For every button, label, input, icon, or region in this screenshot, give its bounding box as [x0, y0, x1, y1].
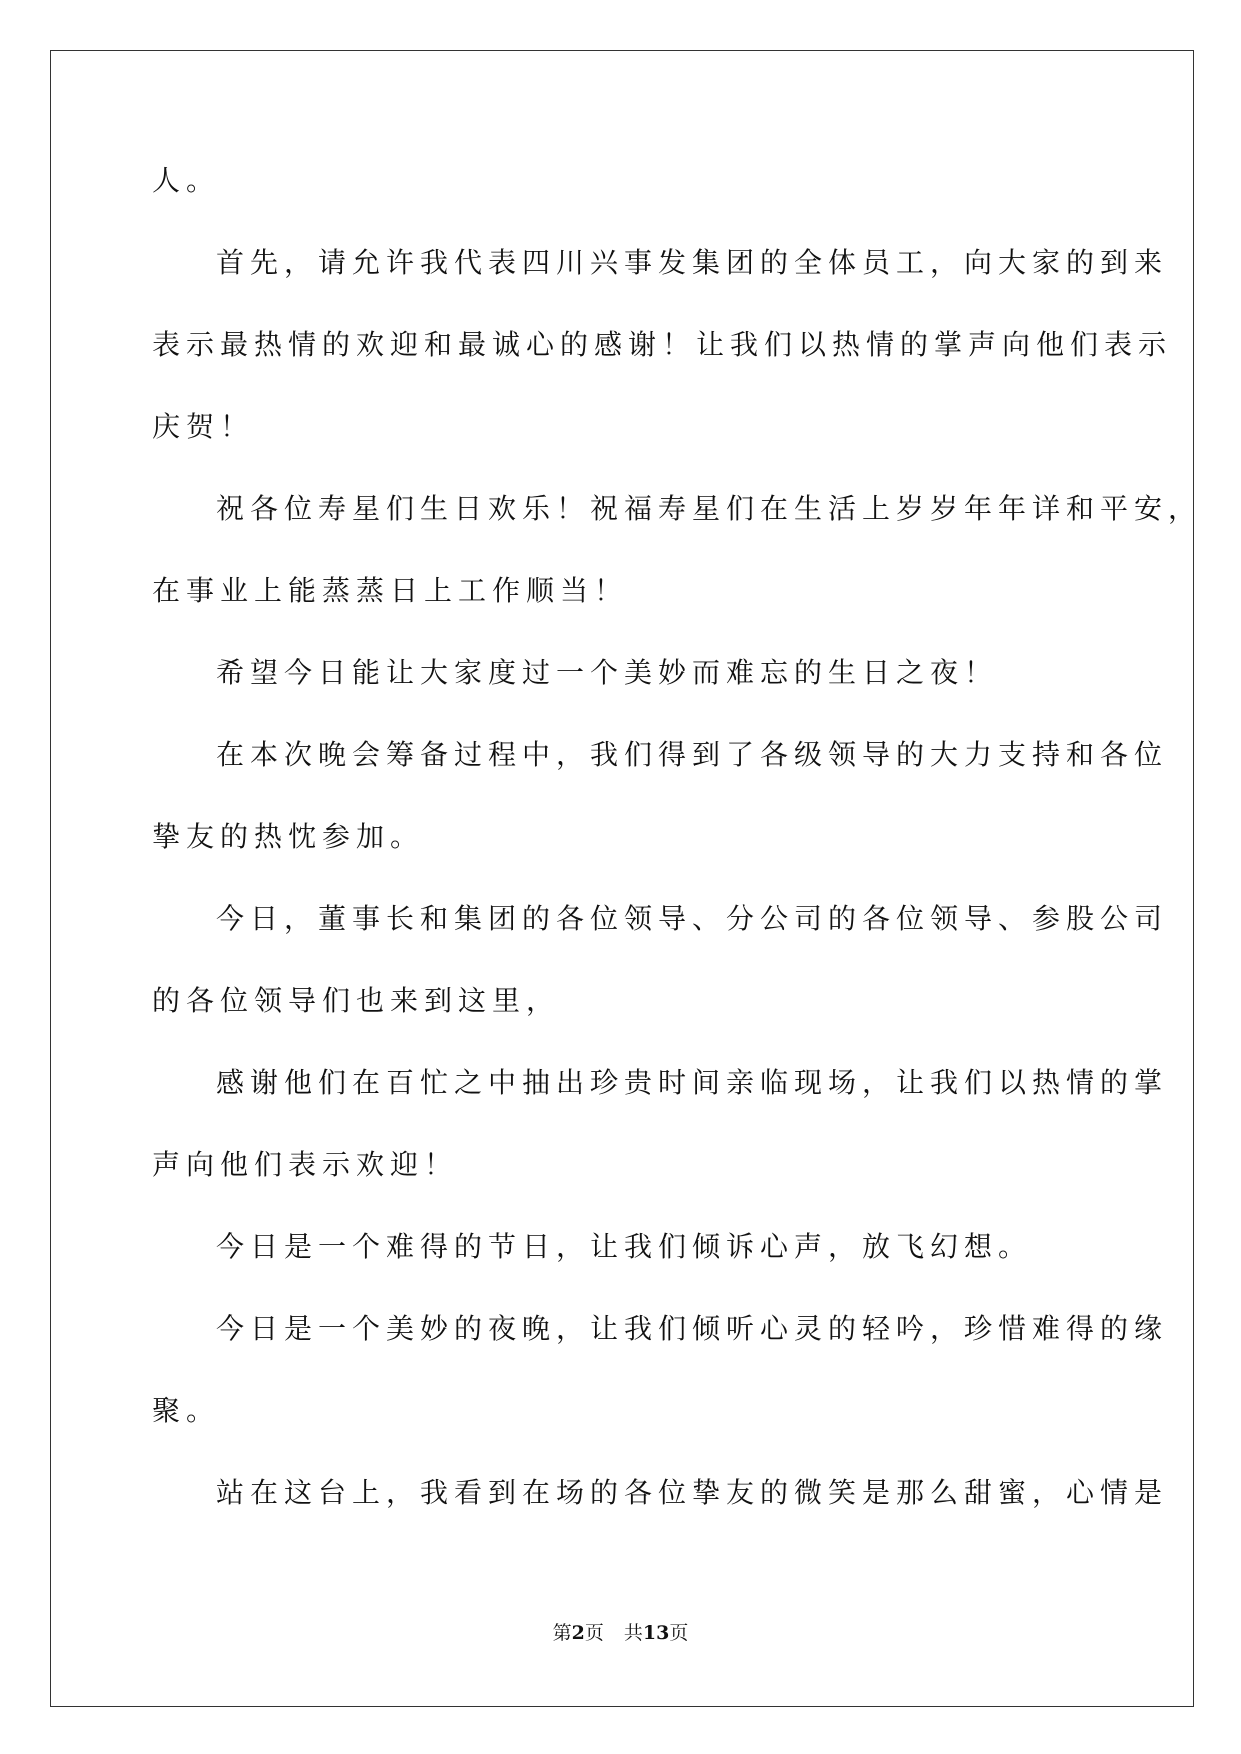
text-line: 感谢他们在百忙之中抽出珍贵时间亲临现场，让我们以热情的掌 — [216, 1066, 1169, 1099]
total-suffix: 页 — [669, 1622, 689, 1644]
text-line: 站在这台上，我看到在场的各位挚友的微笑是那么甜蜜，心情是 — [216, 1476, 1169, 1509]
page-footer — [0, 1618, 1241, 1645]
page-number: 2 — [571, 1622, 585, 1644]
text-line: 庆贺！ — [152, 410, 255, 443]
total-pages: 13 — [642, 1622, 670, 1644]
page-prefix: 第 — [552, 1622, 572, 1644]
text-line: 今日，董事长和集团的各位领导、分公司的各位领导、参股公司 — [216, 902, 1169, 935]
text-line: 声向他们表示欢迎！ — [152, 1148, 459, 1181]
text-line: 今日是一个美妙的夜晚，让我们倾听心灵的轻吟，珍惜难得的缘 — [216, 1312, 1169, 1345]
text-line: 表示最热情的欢迎和最诚心的感谢！让我们以热情的掌声向他们表示 — [152, 328, 1173, 361]
text-line: 挚友的热忱参加。 — [152, 820, 425, 853]
page-suffix: 页 — [584, 1622, 604, 1644]
text-line: 希望今日能让大家度过一个美妙而难忘的生日之夜！ — [216, 656, 999, 689]
text-line: 聚。 — [152, 1394, 221, 1427]
text-line: 在本次晚会筹备过程中，我们得到了各级领导的大力支持和各位 — [216, 738, 1169, 771]
text-line: 祝各位寿星们生日欢乐！祝福寿星们在生活上岁岁年年详和平安， — [216, 492, 1203, 525]
text-line: 的各位领导们也来到这里， — [152, 984, 561, 1017]
text-line: 人。 — [152, 164, 221, 197]
text-line: 今日是一个难得的节日，让我们倾诉心声，放飞幻想。 — [216, 1230, 1033, 1263]
document-body — [152, 140, 1203, 1534]
text-line: 首先，请允许我代表四川兴事发集团的全体员工，向大家的到来 — [216, 246, 1169, 279]
text-line: 在事业上能蒸蒸日上工作顺当！ — [152, 574, 629, 607]
total-prefix: 共 — [623, 1622, 643, 1644]
